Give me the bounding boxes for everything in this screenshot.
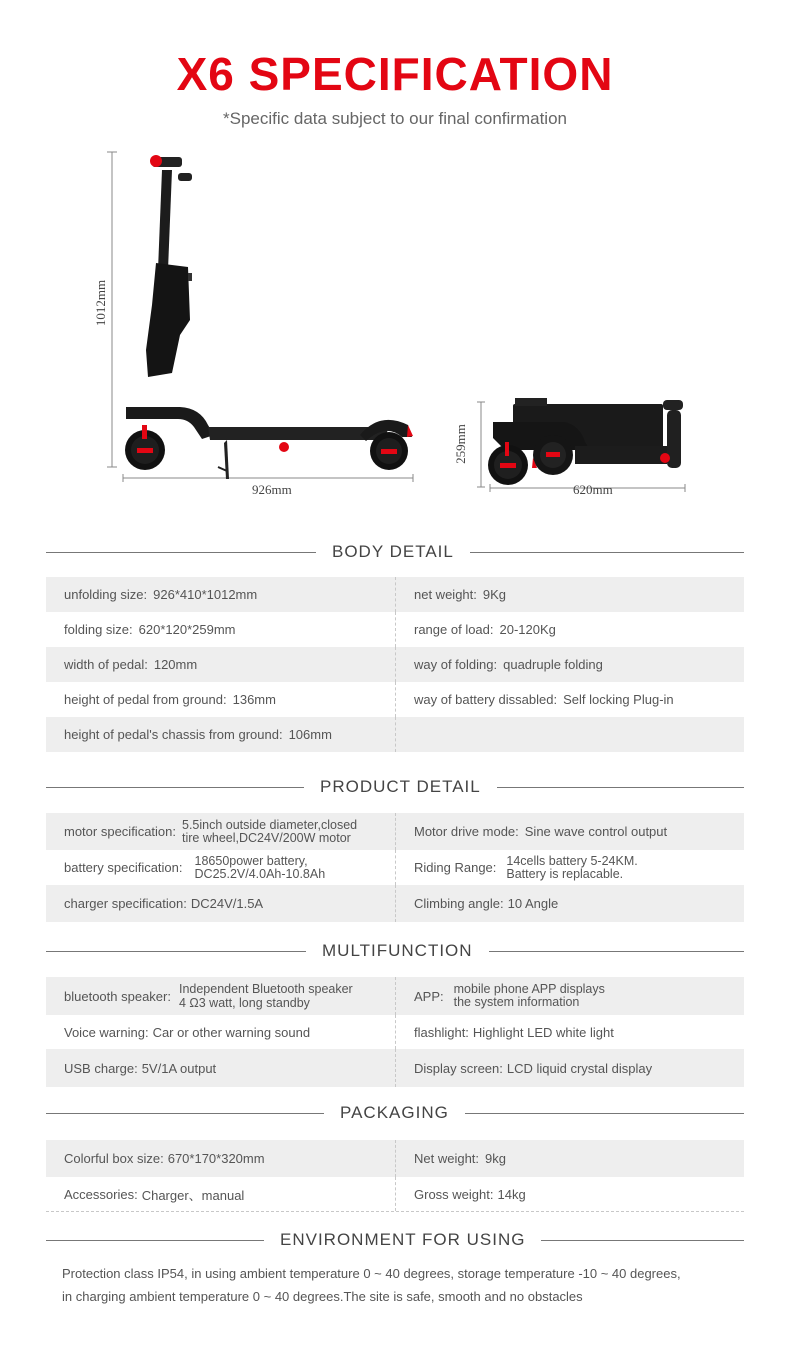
spec-cell [395,977,744,1015]
spec-value: 136mm [232,692,276,707]
spec-cell [46,647,395,682]
spec-value: 9Kg [482,587,507,602]
spec-value-line: mobile phone APP displays [453,982,605,996]
section-title: ENVIRONMENT FOR USING [280,1230,526,1249]
spec-value: Sine wave control output [524,824,668,839]
spec-cell [395,1140,744,1177]
section-header-environment [46,1228,744,1252]
spec-value-line: 14cells battery 5-24KM. [506,853,638,868]
section-header-body-detail [46,540,744,564]
spec-key: net weight: [414,587,477,602]
divider-line [46,951,306,952]
divider-line [46,787,304,788]
spec-key: Colorful box size: [64,1151,164,1166]
divider-line [541,1240,744,1241]
table-row [46,885,744,922]
spec-value-line: the system information [453,995,580,1009]
table-row [46,682,744,717]
section-title: MULTIFUNCTION [322,941,473,960]
divider-line [497,787,744,788]
unfolded-height-label: 1012mm [93,279,109,327]
spec-cell [395,1049,744,1087]
spec-cell [46,682,395,717]
unfolded-length-label: 926mm [252,482,292,497]
spec-cell [395,1177,744,1211]
spec-value-line: 18650power battery, [194,853,308,868]
spec-key: charger specification: [64,896,187,911]
spec-cell [46,850,395,885]
spec-cell [46,717,395,752]
spec-cell [395,682,744,717]
spec-key: Riding Range: [414,860,497,875]
spec-key: battery specification: [64,860,183,875]
section-header-product-detail [46,775,744,799]
spec-value: quadruple folding [503,657,603,672]
spec-value-line: 4 Ω3 watt, long standby [178,996,310,1010]
spec-cell [395,850,744,885]
spec-value: 20-120Kg [499,622,556,637]
spec-key: Gross weight: [414,1186,494,1202]
spec-key: APP: [414,988,444,1004]
spec-value: 10 Angle [507,896,559,911]
spec-key: flashlight: [414,1024,469,1040]
spec-key: way of folding: [414,657,498,672]
table-row [46,1015,744,1049]
body-detail-table [46,577,744,752]
spec-cell [46,813,395,850]
environment-text-line: in charging ambient temperature 0 ~ 40 degrees.The site is safe, smooth and no obstacles [62,1289,583,1304]
packaging-table [46,1140,744,1212]
spec-key: height of pedal's chassis from ground: [64,727,283,742]
spec-value: Charger、manual [141,1187,245,1203]
divider-line [470,552,744,553]
section-header-packaging [46,1101,744,1125]
spec-value [506,855,637,881]
divider-line [46,1240,264,1241]
spec-value: Self locking Plug-in [563,692,674,707]
spec-value: LCD liquid crystal display [506,1060,653,1076]
spec-cell [46,1177,395,1211]
spec-value [454,983,605,1009]
table-row [46,612,744,647]
spec-cell [46,1049,395,1087]
table-row [46,717,744,752]
spec-key: width of pedal: [64,657,148,672]
spec-value: 670*170*320mm [167,1151,265,1166]
unfolded-scooter-image [90,145,430,505]
table-row [46,577,744,612]
spec-cell [46,1140,395,1177]
spec-value: 9kg [485,1151,507,1166]
spec-key: height of pedal from ground: [64,692,227,707]
spec-key: Voice warning: [64,1024,149,1040]
spec-key: Display screen: [414,1060,503,1076]
spec-cell [46,977,395,1015]
spec-key: Motor drive mode: [414,824,519,839]
spec-value: 14kg [497,1186,526,1202]
section-title: BODY DETAIL [332,542,454,561]
environment-description [62,1262,762,1308]
table-row [46,977,744,1015]
spec-value: Highlight LED white light [472,1024,614,1040]
spec-cell-empty [395,717,744,752]
spec-key: motor specification: [64,824,176,839]
spec-key: Net weight: [414,1151,480,1166]
spec-key: USB charge: [64,1060,138,1076]
spec-key: Accessories: [64,1186,138,1202]
spec-cell [46,885,395,922]
multifunction-table [46,977,744,1087]
spec-value [182,819,357,845]
spec-value-line: DC25.2V/4.0Ah-10.8Ah [194,866,326,881]
spec-cell [395,647,744,682]
page-subtitle: *Specific data subject to our final confirmation [223,109,567,128]
page-title: X6 SPECIFICATION [176,48,614,100]
spec-cell [46,1015,395,1049]
folded-scooter-figure [445,380,715,505]
folded-length-label: 620mm [573,482,613,497]
divider-line [465,1113,744,1114]
section-header-multifunction [46,939,744,963]
divider-line [489,951,744,952]
table-row [46,1049,744,1087]
spec-key: bluetooth speaker: [64,988,171,1004]
unfolded-scooter-figure [90,145,430,505]
folded-height-label: 259mm [452,424,468,464]
spec-key: unfolding size: [64,587,148,602]
spec-cell [46,577,395,612]
spec-cell [395,1015,744,1049]
spec-key: range of load: [414,622,494,637]
spec-cell [395,885,744,922]
spec-cell [395,612,744,647]
spec-value: 120mm [153,657,198,672]
divider-line [46,552,316,553]
spec-key: Climbing angle: [414,896,504,911]
environment-text-line: Protection class IP54, in using ambient temperature 0 ~ 40 degrees, storage temperature -10 ~ 40 degrees, [62,1266,681,1281]
table-row [46,850,744,885]
spec-value: 620*120*259mm [138,622,236,637]
divider-line [46,1113,324,1114]
spec-cell [395,577,744,612]
spec-key: folding size: [64,622,133,637]
spec-value: 926*410*1012mm [153,587,258,602]
table-row [46,813,744,850]
table-row [46,1177,744,1211]
spec-value: 5V/1A output [141,1060,217,1076]
spec-value-line: Battery is replacable. [506,866,624,881]
spec-value: DC24V/1.5A [190,896,264,911]
spec-value: Car or other warning sound [152,1024,311,1040]
table-row [46,1140,744,1177]
spec-value: 106mm [288,727,332,742]
section-title: PRODUCT DETAIL [320,777,481,796]
spec-cell [46,612,395,647]
table-row [46,647,744,682]
spec-cell [395,813,744,850]
spec-key: way of battery dissabled: [414,692,558,707]
spec-value-line: tire wheel,DC24V/200W motor [182,830,351,845]
product-detail-table [46,813,744,922]
spec-value-line: Independent Bluetooth speaker [178,982,353,996]
spec-value [179,982,353,1010]
spec-value-line: 5.5inch outside diameter,closed [182,817,358,832]
spec-value [195,855,326,881]
section-title: PACKAGING [340,1103,449,1122]
